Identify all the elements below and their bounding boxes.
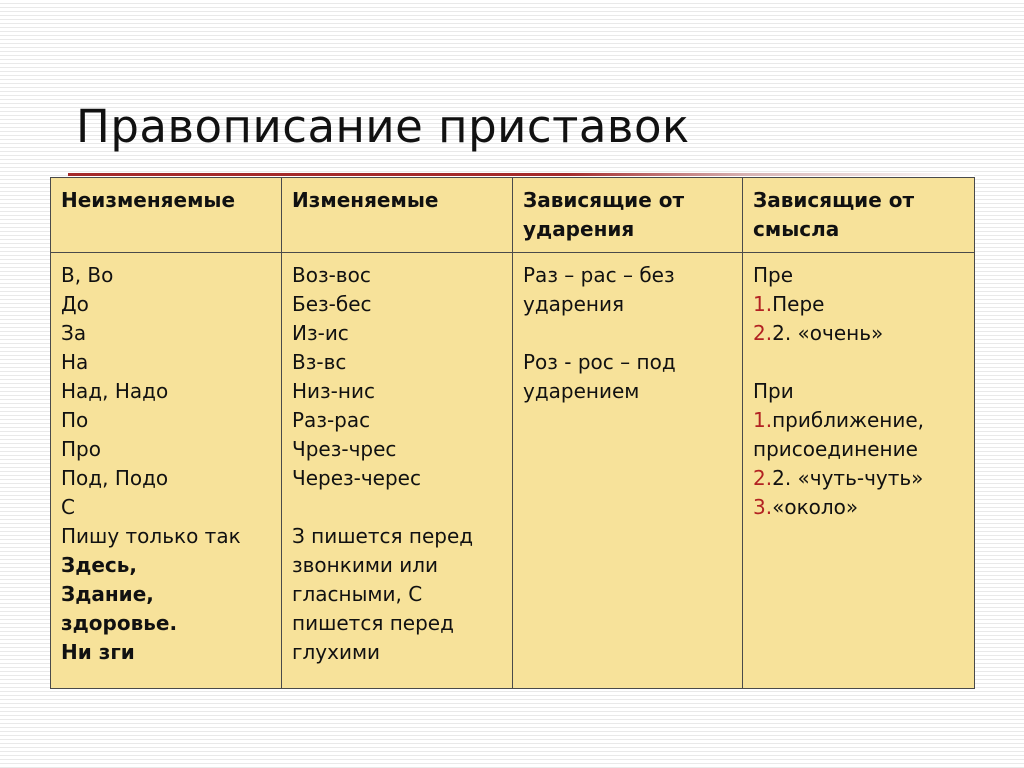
item-number: 1. [753, 292, 773, 316]
title-underline [68, 173, 974, 176]
header-unchangeable: Неизменяемые [51, 178, 282, 253]
rule-unstressed: Раз – рас – без ударения [523, 263, 675, 316]
exception-word: Здесь, [61, 553, 138, 577]
list-item: Раз-рас [292, 408, 371, 432]
item-text: «около» [772, 495, 859, 519]
item-number: 2. [753, 321, 773, 345]
list-item: Через-черес [292, 466, 421, 490]
list-item: Низ-нис [292, 379, 375, 403]
header-row [51, 178, 975, 253]
item-number: 1. [753, 408, 773, 432]
exception-word: здоровье. [61, 611, 178, 635]
list-item [753, 493, 964, 522]
list-item [753, 464, 964, 493]
spacer [292, 493, 502, 522]
list-item: До [61, 292, 89, 316]
list-item: Из-ис [292, 321, 349, 345]
header-stress-dependent: Зависящие от ударения [513, 178, 743, 253]
header-meaning-dependent: Зависящие от смысла [743, 178, 975, 253]
rule-stressed: Роз - рос – под ударением [523, 350, 676, 403]
list-item: Под, Подо [61, 466, 169, 490]
cell-meaning-dependent [743, 253, 975, 689]
header-changeable: Изменяемые [282, 178, 513, 253]
cell-unchangeable [51, 253, 282, 689]
list-item: За [61, 321, 87, 345]
list-item: На [61, 350, 89, 374]
item-text: 2. «чуть-чуть» [772, 466, 924, 490]
list-item: В, Во [61, 263, 114, 287]
exception-word: Ни зги [61, 640, 135, 664]
item-text: приближение, присоединение [753, 408, 925, 461]
prefix-table [50, 177, 975, 689]
exception-word: Здание, [61, 582, 154, 606]
item-text: Пере [772, 292, 825, 316]
list-item: Про [61, 437, 101, 461]
list-item: Пишу только так [61, 524, 241, 548]
list-item [753, 406, 964, 464]
list-item: Без-бес [292, 292, 372, 316]
list-item [753, 290, 964, 319]
prefix-pri-heading: При [753, 379, 794, 403]
list-item: По [61, 408, 89, 432]
page-title: Правописание приставок [76, 100, 690, 153]
list-item: Чрез-чрес [292, 437, 397, 461]
spacer [523, 319, 732, 348]
list-item [753, 319, 964, 348]
cell-stress-dependent [513, 253, 743, 689]
item-number: 2. [753, 466, 773, 490]
prefix-table-container [50, 177, 975, 689]
item-number: 3. [753, 495, 773, 519]
list-item: Воз-вос [292, 263, 371, 287]
list-item: С [61, 495, 75, 519]
list-item: Над, Надо [61, 379, 169, 403]
content-row [51, 253, 975, 689]
item-text: 2. «очень» [772, 321, 884, 345]
rule-note: З пишется перед звонкими или гласными, С пишется перед глухими [292, 524, 474, 664]
prefix-pre-heading: Пре [753, 263, 794, 287]
cell-changeable [282, 253, 513, 689]
spacer [753, 348, 964, 377]
list-item: Вз-вс [292, 350, 347, 374]
